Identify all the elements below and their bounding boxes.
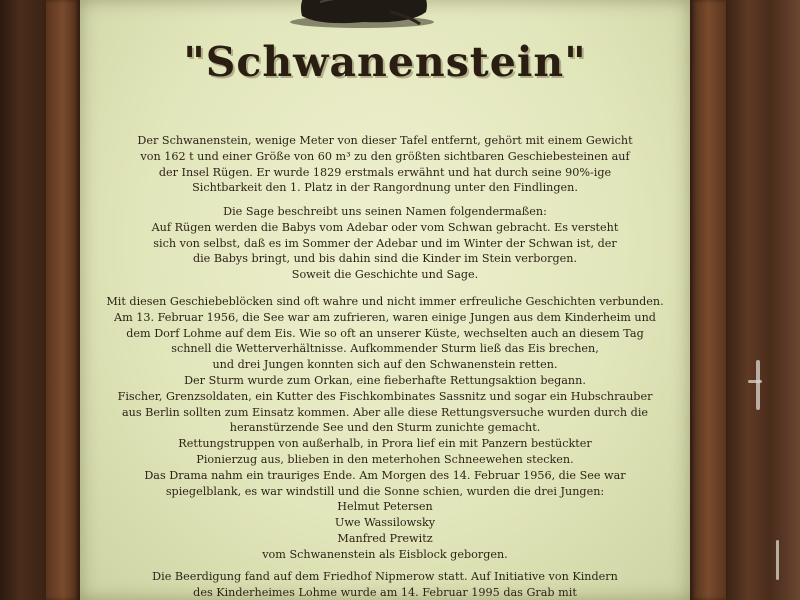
text-line: Mit diesen Geschiebeblöcken sind oft wahre und nicht immer erfreuliche Geschichten verbunden. — [106, 295, 664, 308]
text-line: Am 13. Februar 1956, die See war am zufrieren, waren einige Jungen aus dem Kinderheim und — [114, 310, 656, 324]
text-line: Der Schwanenstein, wenige Meter von dieser Tafel entfernt, gehört mit einem Gewicht — [137, 134, 633, 147]
text-line: Uwe Wassilowsky — [334, 516, 436, 530]
paragraph-2 — [80, 204, 690, 283]
text-line: Das Drama nahm ein trauriges Ende. Am Morgen des 14. Februar 1956, die See war — [144, 468, 626, 482]
text-line: sich von selbst, daß es im Sommer der Adebar und im Winter der Schwan ist, der — [153, 236, 617, 250]
text-line: aus Berlin sollten zum Einsatz kommen. Aber alle diese Rettungsversuche wurden durch die — [121, 405, 649, 419]
information-sign — [80, 0, 690, 600]
text-line: Helmut Petersen — [337, 500, 433, 514]
text-line: spiegelblank, es war windstill und die Sonne schien, wurden die drei Jungen: — [165, 484, 605, 498]
text-line: Die Sage beschreibt uns seinen Namen folgendermaßen: — [223, 205, 547, 218]
frame-left — [46, 0, 80, 600]
wooden-post-left — [0, 0, 46, 600]
text-line: Pionierzug aus, blieben in den meterhohen Schneewehen stecken. — [196, 452, 574, 466]
text-line: und drei Jungen konnten sich auf den Schwanenstein retten. — [212, 358, 558, 372]
text-line: die Babys bringt, und bis dahin sind die Kinder im Stein verborgen. — [192, 252, 578, 266]
text-line: Auf Rügen werden die Babys vom Adebar oder vom Schwan gebracht. Es versteht — [151, 220, 619, 234]
text-line: Fischer, Grenzsoldaten, ein Kutter des Fischkombinates Sassnitz und sogar ein Hubschrauber — [117, 389, 653, 403]
paragraph-1 — [80, 133, 690, 196]
text-line: Die Beerdigung fand auf dem Friedhof Nipmerow statt. Auf Initiative von Kindern — [152, 570, 618, 583]
text-line: schnell die Wetterverhältnisse. Aufkommender Sturm ließ das Eis brechen, — [171, 342, 599, 356]
paragraph-4 — [80, 569, 690, 600]
text-line: heranstürzende See und den Sturm zunichte gemacht. — [229, 421, 541, 435]
text-line: Rettungstruppen von außerhalb, in Prora lief ein mit Panzern bestückter — [178, 437, 592, 451]
text-line: Der Sturm wurde zum Orkan, eine fieberhafte Rettungsaktion begann. — [184, 373, 586, 387]
sign-title: "Schwanenstein" — [183, 38, 587, 86]
paragraph-3 — [80, 294, 690, 563]
text-line: vom Schwanenstein als Eisblock geborgen. — [262, 547, 508, 561]
text-line: dem Dorf Lohme auf dem Eis. Wie so oft an unserer Küste, wechselten auch an diesem Tag — [126, 326, 644, 340]
text-line: Sichtbarkeit den 1. Platz in der Rangordnung unter den Findlingen. — [192, 181, 578, 195]
text-line: des Kinderheimes Lohme wurde am 14. Februar 1995 das Grab mit — [193, 585, 577, 599]
text-line: Soweit die Geschichte und Sage. — [291, 268, 479, 282]
wooden-wall-right — [726, 0, 800, 600]
boulder-illustration — [290, 0, 440, 42]
text-line: Manfred Prewitz — [337, 531, 433, 545]
text-line: von 162 t und einer Größe von 60 m³ zu den größten sichtbaren Geschiebesteinen auf — [140, 149, 630, 163]
text-line: der Insel Rügen. Er wurde 1829 erstmals erwähnt und hat durch seine 90%-ige — [158, 165, 612, 179]
frame-right — [690, 0, 726, 600]
